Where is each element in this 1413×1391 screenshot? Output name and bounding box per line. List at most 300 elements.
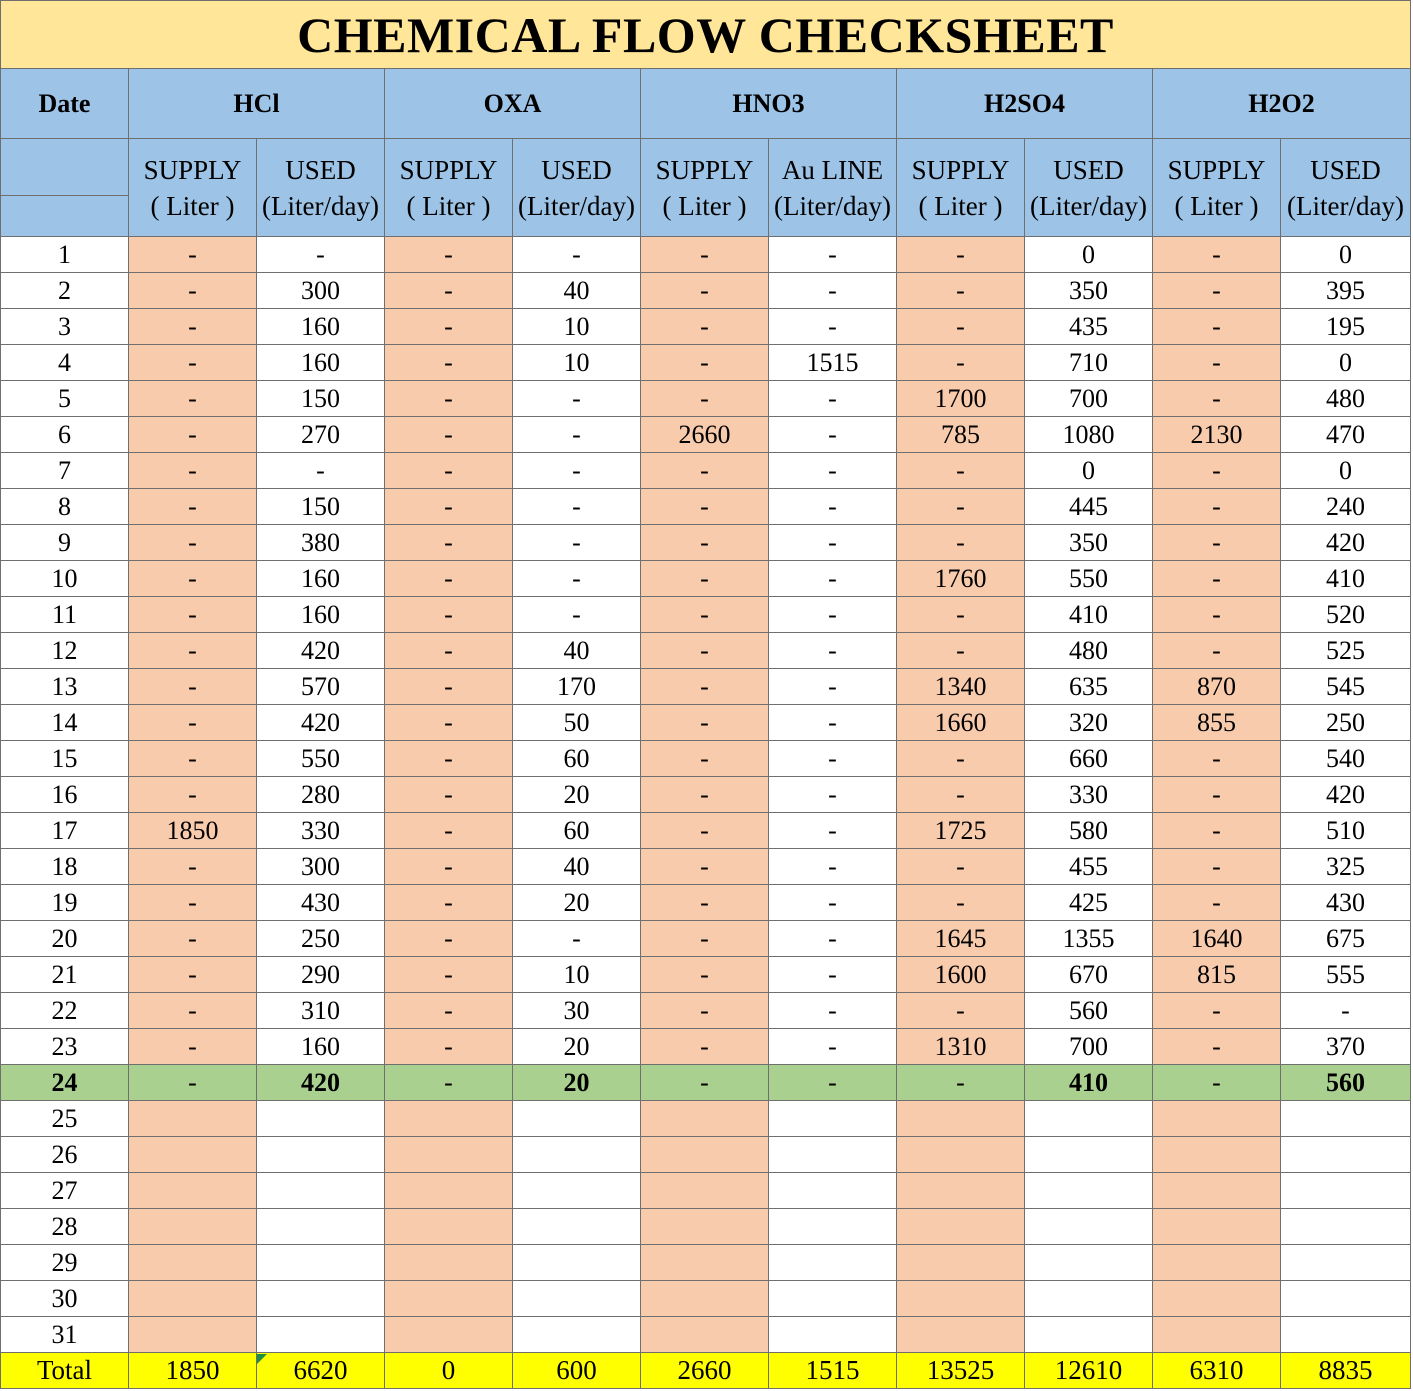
used-cell[interactable]: 410 bbox=[1281, 561, 1411, 597]
subheader-cell[interactable] bbox=[385, 139, 513, 237]
used-cell[interactable]: 150 bbox=[257, 381, 385, 417]
supply-cell[interactable]: - bbox=[385, 381, 513, 417]
supply-cell[interactable]: - bbox=[641, 705, 769, 741]
supply-cell[interactable]: - bbox=[129, 921, 257, 957]
used-cell[interactable]: - bbox=[513, 237, 641, 273]
supply-cell[interactable]: 1660 bbox=[897, 705, 1025, 741]
supply-cell[interactable]: - bbox=[129, 633, 257, 669]
supply-cell[interactable] bbox=[897, 1137, 1025, 1173]
used-cell[interactable]: - bbox=[769, 237, 897, 273]
used-cell[interactable]: 430 bbox=[257, 885, 385, 921]
supply-cell[interactable]: - bbox=[129, 741, 257, 777]
used-cell[interactable]: 330 bbox=[1025, 777, 1153, 813]
supply-cell[interactable]: 1340 bbox=[897, 669, 1025, 705]
supply-cell[interactable]: - bbox=[1153, 489, 1281, 525]
supply-cell[interactable]: - bbox=[641, 453, 769, 489]
supply-cell[interactable]: - bbox=[129, 381, 257, 417]
used-cell[interactable]: 525 bbox=[1281, 633, 1411, 669]
supply-cell[interactable]: 1760 bbox=[897, 561, 1025, 597]
used-cell[interactable]: 0 bbox=[1281, 453, 1411, 489]
used-cell[interactable]: 445 bbox=[1025, 489, 1153, 525]
total-cell[interactable]: 6310 bbox=[1153, 1353, 1281, 1389]
supply-cell[interactable] bbox=[385, 1137, 513, 1173]
supply-cell[interactable]: - bbox=[129, 669, 257, 705]
supply-cell[interactable] bbox=[641, 1209, 769, 1245]
used-cell[interactable]: 420 bbox=[257, 633, 385, 669]
supply-cell[interactable]: - bbox=[641, 1029, 769, 1065]
supply-cell[interactable]: - bbox=[385, 633, 513, 669]
supply-cell[interactable]: - bbox=[385, 885, 513, 921]
used-cell[interactable]: 320 bbox=[1025, 705, 1153, 741]
supply-cell[interactable]: - bbox=[1153, 597, 1281, 633]
supply-cell[interactable]: - bbox=[129, 597, 257, 633]
used-cell[interactable] bbox=[769, 1137, 897, 1173]
used-cell[interactable] bbox=[769, 1281, 897, 1317]
supply-cell[interactable] bbox=[385, 1281, 513, 1317]
used-cell[interactable]: 520 bbox=[1281, 597, 1411, 633]
supply-cell[interactable] bbox=[1153, 1209, 1281, 1245]
supply-cell[interactable]: - bbox=[1153, 381, 1281, 417]
supply-cell[interactable] bbox=[1153, 1137, 1281, 1173]
supply-cell[interactable]: - bbox=[385, 237, 513, 273]
supply-cell[interactable]: - bbox=[1153, 273, 1281, 309]
supply-cell[interactable] bbox=[129, 1137, 257, 1173]
used-cell[interactable]: 150 bbox=[257, 489, 385, 525]
used-cell[interactable] bbox=[1281, 1281, 1411, 1317]
used-cell[interactable]: 420 bbox=[1281, 525, 1411, 561]
used-cell[interactable]: 570 bbox=[257, 669, 385, 705]
supply-cell[interactable]: - bbox=[641, 849, 769, 885]
used-cell[interactable]: 40 bbox=[513, 633, 641, 669]
used-cell[interactable]: 10 bbox=[513, 309, 641, 345]
date-cell[interactable]: 6 bbox=[1, 417, 129, 453]
supply-cell[interactable]: 1700 bbox=[897, 381, 1025, 417]
used-cell[interactable]: 0 bbox=[1025, 453, 1153, 489]
supply-cell[interactable]: 1600 bbox=[897, 957, 1025, 993]
supply-cell[interactable]: - bbox=[385, 921, 513, 957]
supply-cell[interactable]: - bbox=[129, 849, 257, 885]
used-cell[interactable]: 410 bbox=[1025, 1065, 1153, 1101]
supply-cell[interactable]: - bbox=[1153, 993, 1281, 1029]
subheader-cell[interactable] bbox=[1153, 139, 1281, 237]
total-cell[interactable]: 8835 bbox=[1281, 1353, 1411, 1389]
date-cell[interactable]: 9 bbox=[1, 525, 129, 561]
used-cell[interactable]: - bbox=[1281, 993, 1411, 1029]
used-cell[interactable]: - bbox=[769, 849, 897, 885]
supply-cell[interactable]: 2130 bbox=[1153, 417, 1281, 453]
supply-cell[interactable]: - bbox=[641, 885, 769, 921]
used-cell[interactable]: 560 bbox=[1281, 1065, 1411, 1101]
used-cell[interactable] bbox=[257, 1137, 385, 1173]
total-cell[interactable]: 12610 bbox=[1025, 1353, 1153, 1389]
used-cell[interactable]: - bbox=[769, 885, 897, 921]
used-cell[interactable]: - bbox=[513, 561, 641, 597]
date-cell[interactable]: 21 bbox=[1, 957, 129, 993]
used-cell[interactable]: 330 bbox=[257, 813, 385, 849]
supply-cell[interactable]: 855 bbox=[1153, 705, 1281, 741]
supply-cell[interactable]: - bbox=[1153, 1065, 1281, 1101]
used-cell[interactable]: 240 bbox=[1281, 489, 1411, 525]
supply-cell[interactable]: - bbox=[385, 705, 513, 741]
supply-cell[interactable] bbox=[129, 1245, 257, 1281]
used-cell[interactable] bbox=[257, 1317, 385, 1353]
supply-cell[interactable]: - bbox=[385, 957, 513, 993]
used-cell[interactable] bbox=[257, 1173, 385, 1209]
supply-cell[interactable]: - bbox=[641, 921, 769, 957]
supply-cell[interactable]: - bbox=[129, 309, 257, 345]
supply-cell[interactable]: 785 bbox=[897, 417, 1025, 453]
used-cell[interactable]: 20 bbox=[513, 1065, 641, 1101]
used-cell[interactable]: 420 bbox=[257, 705, 385, 741]
used-cell[interactable]: 710 bbox=[1025, 345, 1153, 381]
used-cell[interactable]: 350 bbox=[1025, 273, 1153, 309]
used-cell[interactable] bbox=[513, 1317, 641, 1353]
used-cell[interactable]: 635 bbox=[1025, 669, 1153, 705]
total-cell[interactable]: 0 bbox=[385, 1353, 513, 1389]
used-cell[interactable]: 660 bbox=[1025, 741, 1153, 777]
date-cell[interactable]: 13 bbox=[1, 669, 129, 705]
supply-cell[interactable] bbox=[641, 1137, 769, 1173]
supply-cell[interactable]: - bbox=[897, 309, 1025, 345]
supply-cell[interactable]: - bbox=[897, 345, 1025, 381]
supply-cell[interactable]: - bbox=[385, 1029, 513, 1065]
used-cell[interactable]: 160 bbox=[257, 597, 385, 633]
used-cell[interactable]: 160 bbox=[257, 345, 385, 381]
supply-cell[interactable]: - bbox=[129, 453, 257, 489]
used-cell[interactable]: 250 bbox=[1281, 705, 1411, 741]
supply-cell[interactable]: - bbox=[897, 525, 1025, 561]
used-cell[interactable]: - bbox=[769, 957, 897, 993]
used-cell[interactable]: - bbox=[769, 921, 897, 957]
supply-cell[interactable] bbox=[641, 1245, 769, 1281]
supply-cell[interactable]: 870 bbox=[1153, 669, 1281, 705]
used-cell[interactable]: 10 bbox=[513, 345, 641, 381]
date-cell[interactable]: 24 bbox=[1, 1065, 129, 1101]
used-cell[interactable]: 60 bbox=[513, 741, 641, 777]
supply-cell[interactable] bbox=[897, 1209, 1025, 1245]
used-cell[interactable] bbox=[769, 1101, 897, 1137]
supply-cell[interactable]: - bbox=[129, 489, 257, 525]
supply-cell[interactable]: - bbox=[641, 669, 769, 705]
subheader-cell[interactable] bbox=[129, 139, 257, 237]
used-cell[interactable]: 10 bbox=[513, 957, 641, 993]
used-cell[interactable]: 0 bbox=[1281, 237, 1411, 273]
date-cell[interactable]: 31 bbox=[1, 1317, 129, 1353]
used-cell[interactable] bbox=[1025, 1317, 1153, 1353]
used-cell[interactable]: - bbox=[769, 813, 897, 849]
used-cell[interactable]: - bbox=[513, 417, 641, 453]
used-cell[interactable]: 195 bbox=[1281, 309, 1411, 345]
supply-cell[interactable]: - bbox=[641, 381, 769, 417]
supply-cell[interactable]: - bbox=[129, 273, 257, 309]
used-cell[interactable]: - bbox=[769, 489, 897, 525]
subheader-cell[interactable] bbox=[1281, 139, 1411, 237]
supply-cell[interactable] bbox=[129, 1281, 257, 1317]
used-cell[interactable] bbox=[513, 1137, 641, 1173]
supply-cell[interactable]: - bbox=[385, 813, 513, 849]
supply-cell[interactable]: - bbox=[385, 849, 513, 885]
used-cell[interactable]: 0 bbox=[1281, 345, 1411, 381]
supply-cell[interactable]: - bbox=[897, 597, 1025, 633]
date-cell[interactable]: 18 bbox=[1, 849, 129, 885]
used-cell[interactable]: 160 bbox=[257, 309, 385, 345]
used-cell[interactable] bbox=[769, 1245, 897, 1281]
supply-cell[interactable]: 2660 bbox=[641, 417, 769, 453]
date-cell[interactable]: 20 bbox=[1, 921, 129, 957]
supply-cell[interactable]: - bbox=[129, 957, 257, 993]
supply-cell[interactable]: - bbox=[129, 561, 257, 597]
used-cell[interactable] bbox=[257, 1281, 385, 1317]
used-cell[interactable]: 250 bbox=[257, 921, 385, 957]
supply-cell[interactable] bbox=[385, 1245, 513, 1281]
supply-cell[interactable]: - bbox=[385, 777, 513, 813]
subheader-cell[interactable] bbox=[513, 139, 641, 237]
used-cell[interactable]: 160 bbox=[257, 561, 385, 597]
date-cell[interactable]: 25 bbox=[1, 1101, 129, 1137]
supply-cell[interactable]: - bbox=[897, 993, 1025, 1029]
used-cell[interactable]: 300 bbox=[257, 849, 385, 885]
used-cell[interactable] bbox=[1281, 1317, 1411, 1353]
chemical-header-oxa[interactable]: OXA bbox=[385, 69, 641, 139]
supply-cell[interactable]: 1645 bbox=[897, 921, 1025, 957]
used-cell[interactable]: - bbox=[257, 453, 385, 489]
total-cell[interactable]: 2660 bbox=[641, 1353, 769, 1389]
used-cell[interactable]: 545 bbox=[1281, 669, 1411, 705]
used-cell[interactable]: - bbox=[769, 453, 897, 489]
used-cell[interactable]: 670 bbox=[1025, 957, 1153, 993]
used-cell[interactable]: 550 bbox=[1025, 561, 1153, 597]
chemical-header-h2so4[interactable]: H2SO4 bbox=[897, 69, 1153, 139]
chemical-header-h2o2[interactable]: H2O2 bbox=[1153, 69, 1411, 139]
used-cell[interactable]: - bbox=[769, 273, 897, 309]
supply-cell[interactable] bbox=[1153, 1317, 1281, 1353]
used-cell[interactable]: 20 bbox=[513, 777, 641, 813]
supply-cell[interactable]: - bbox=[129, 345, 257, 381]
supply-cell[interactable]: - bbox=[129, 417, 257, 453]
supply-cell[interactable]: - bbox=[1153, 885, 1281, 921]
date-header[interactable]: Date bbox=[1, 69, 129, 139]
supply-cell[interactable] bbox=[1153, 1101, 1281, 1137]
used-cell[interactable] bbox=[257, 1101, 385, 1137]
date-cell[interactable]: 12 bbox=[1, 633, 129, 669]
used-cell[interactable]: - bbox=[513, 453, 641, 489]
subheader-cell[interactable] bbox=[1025, 139, 1153, 237]
used-cell[interactable]: 30 bbox=[513, 993, 641, 1029]
used-cell[interactable]: 480 bbox=[1281, 381, 1411, 417]
date-cell[interactable]: 23 bbox=[1, 1029, 129, 1065]
subheader-cell[interactable] bbox=[257, 139, 385, 237]
supply-cell[interactable] bbox=[897, 1245, 1025, 1281]
used-cell[interactable]: 435 bbox=[1025, 309, 1153, 345]
supply-cell[interactable] bbox=[897, 1173, 1025, 1209]
supply-cell[interactable]: - bbox=[129, 1029, 257, 1065]
supply-cell[interactable] bbox=[385, 1173, 513, 1209]
supply-cell[interactable]: - bbox=[385, 309, 513, 345]
date-cell[interactable]: 28 bbox=[1, 1209, 129, 1245]
subheader-cell[interactable] bbox=[897, 139, 1025, 237]
supply-cell[interactable]: - bbox=[897, 273, 1025, 309]
supply-cell[interactable]: - bbox=[641, 561, 769, 597]
used-cell[interactable]: 310 bbox=[257, 993, 385, 1029]
total-cell[interactable]: 1850 bbox=[129, 1353, 257, 1389]
used-cell[interactable]: - bbox=[769, 669, 897, 705]
used-cell[interactable] bbox=[513, 1101, 641, 1137]
used-cell[interactable]: - bbox=[769, 633, 897, 669]
used-cell[interactable] bbox=[1025, 1209, 1153, 1245]
used-cell[interactable]: 560 bbox=[1025, 993, 1153, 1029]
total-cell[interactable]: 6620 bbox=[257, 1353, 385, 1389]
supply-cell[interactable]: - bbox=[385, 525, 513, 561]
supply-cell[interactable]: - bbox=[1153, 453, 1281, 489]
supply-cell[interactable]: - bbox=[641, 741, 769, 777]
supply-cell[interactable]: - bbox=[129, 885, 257, 921]
supply-cell[interactable]: - bbox=[897, 237, 1025, 273]
supply-cell[interactable]: - bbox=[897, 1065, 1025, 1101]
used-cell[interactable]: 480 bbox=[1025, 633, 1153, 669]
used-cell[interactable]: - bbox=[769, 597, 897, 633]
date-cell[interactable]: 27 bbox=[1, 1173, 129, 1209]
date-cell[interactable]: 1 bbox=[1, 237, 129, 273]
used-cell[interactable]: - bbox=[513, 921, 641, 957]
date-cell[interactable]: 11 bbox=[1, 597, 129, 633]
supply-cell[interactable]: - bbox=[641, 273, 769, 309]
date-cell[interactable]: 2 bbox=[1, 273, 129, 309]
supply-cell[interactable]: - bbox=[129, 705, 257, 741]
total-cell[interactable]: 600 bbox=[513, 1353, 641, 1389]
supply-cell[interactable]: - bbox=[1153, 525, 1281, 561]
supply-cell[interactable]: - bbox=[1153, 849, 1281, 885]
used-cell[interactable]: 50 bbox=[513, 705, 641, 741]
supply-cell[interactable]: - bbox=[1153, 813, 1281, 849]
used-cell[interactable]: - bbox=[769, 993, 897, 1029]
used-cell[interactable]: 430 bbox=[1281, 885, 1411, 921]
used-cell[interactable]: - bbox=[769, 561, 897, 597]
chemical-header-hcl[interactable]: HCl bbox=[129, 69, 385, 139]
used-cell[interactable]: 0 bbox=[1025, 237, 1153, 273]
date-subheader-blank-2[interactable] bbox=[1, 196, 129, 237]
used-cell[interactable] bbox=[1281, 1101, 1411, 1137]
used-cell[interactable]: 270 bbox=[257, 417, 385, 453]
used-cell[interactable]: 290 bbox=[257, 957, 385, 993]
used-cell[interactable]: 350 bbox=[1025, 525, 1153, 561]
supply-cell[interactable]: - bbox=[641, 309, 769, 345]
supply-cell[interactable]: - bbox=[385, 597, 513, 633]
supply-cell[interactable]: 1850 bbox=[129, 813, 257, 849]
used-cell[interactable]: - bbox=[769, 741, 897, 777]
supply-cell[interactable]: - bbox=[1153, 345, 1281, 381]
supply-cell[interactable]: - bbox=[129, 525, 257, 561]
supply-cell[interactable]: - bbox=[641, 813, 769, 849]
supply-cell[interactable]: - bbox=[129, 1065, 257, 1101]
supply-cell[interactable]: - bbox=[641, 597, 769, 633]
supply-cell[interactable] bbox=[129, 1101, 257, 1137]
supply-cell[interactable]: - bbox=[641, 993, 769, 1029]
supply-cell[interactable]: - bbox=[641, 237, 769, 273]
used-cell[interactable]: 20 bbox=[513, 885, 641, 921]
supply-cell[interactable] bbox=[1153, 1245, 1281, 1281]
used-cell[interactable]: 325 bbox=[1281, 849, 1411, 885]
supply-cell[interactable]: - bbox=[1153, 1029, 1281, 1065]
supply-cell[interactable] bbox=[1153, 1281, 1281, 1317]
supply-cell[interactable]: - bbox=[129, 993, 257, 1029]
chemical-header-hno3[interactable]: HNO3 bbox=[641, 69, 897, 139]
supply-cell[interactable]: - bbox=[641, 957, 769, 993]
used-cell[interactable] bbox=[1025, 1281, 1153, 1317]
total-cell[interactable]: 13525 bbox=[897, 1353, 1025, 1389]
used-cell[interactable] bbox=[257, 1209, 385, 1245]
date-cell[interactable]: 26 bbox=[1, 1137, 129, 1173]
used-cell[interactable]: - bbox=[769, 705, 897, 741]
supply-cell[interactable]: - bbox=[897, 849, 1025, 885]
subheader-cell[interactable] bbox=[641, 139, 769, 237]
supply-cell[interactable]: - bbox=[1153, 309, 1281, 345]
date-cell[interactable]: 30 bbox=[1, 1281, 129, 1317]
date-cell[interactable]: 29 bbox=[1, 1245, 129, 1281]
supply-cell[interactable] bbox=[129, 1209, 257, 1245]
used-cell[interactable] bbox=[513, 1281, 641, 1317]
supply-cell[interactable]: - bbox=[897, 453, 1025, 489]
used-cell[interactable]: 555 bbox=[1281, 957, 1411, 993]
subheader-cell[interactable] bbox=[769, 139, 897, 237]
supply-cell[interactable]: - bbox=[641, 777, 769, 813]
supply-cell[interactable]: - bbox=[1153, 633, 1281, 669]
supply-cell[interactable]: - bbox=[641, 345, 769, 381]
supply-cell[interactable] bbox=[385, 1209, 513, 1245]
supply-cell[interactable] bbox=[385, 1317, 513, 1353]
supply-cell[interactable] bbox=[1153, 1173, 1281, 1209]
supply-cell[interactable]: - bbox=[129, 237, 257, 273]
sheet-title[interactable]: CHEMICAL FLOW CHECKSHEET bbox=[1, 1, 1411, 69]
date-cell[interactable]: 7 bbox=[1, 453, 129, 489]
used-cell[interactable]: - bbox=[769, 777, 897, 813]
used-cell[interactable]: 395 bbox=[1281, 273, 1411, 309]
total-label[interactable]: Total bbox=[1, 1353, 129, 1389]
supply-cell[interactable]: - bbox=[897, 777, 1025, 813]
used-cell[interactable]: 675 bbox=[1281, 921, 1411, 957]
supply-cell[interactable]: - bbox=[385, 489, 513, 525]
used-cell[interactable]: - bbox=[769, 1065, 897, 1101]
supply-cell[interactable] bbox=[641, 1101, 769, 1137]
used-cell[interactable] bbox=[1281, 1209, 1411, 1245]
used-cell[interactable]: 370 bbox=[1281, 1029, 1411, 1065]
date-cell[interactable]: 15 bbox=[1, 741, 129, 777]
used-cell[interactable]: - bbox=[769, 525, 897, 561]
used-cell[interactable] bbox=[1025, 1245, 1153, 1281]
used-cell[interactable]: - bbox=[769, 417, 897, 453]
supply-cell[interactable] bbox=[641, 1281, 769, 1317]
used-cell[interactable]: - bbox=[769, 1029, 897, 1065]
date-cell[interactable]: 19 bbox=[1, 885, 129, 921]
used-cell[interactable] bbox=[1025, 1137, 1153, 1173]
supply-cell[interactable]: - bbox=[385, 417, 513, 453]
used-cell[interactable]: 280 bbox=[257, 777, 385, 813]
supply-cell[interactable] bbox=[897, 1101, 1025, 1137]
supply-cell[interactable] bbox=[641, 1317, 769, 1353]
used-cell[interactable]: - bbox=[257, 237, 385, 273]
supply-cell[interactable]: 1725 bbox=[897, 813, 1025, 849]
used-cell[interactable]: 470 bbox=[1281, 417, 1411, 453]
used-cell[interactable]: - bbox=[513, 381, 641, 417]
used-cell[interactable]: 40 bbox=[513, 849, 641, 885]
used-cell[interactable]: 20 bbox=[513, 1029, 641, 1065]
used-cell[interactable]: 540 bbox=[1281, 741, 1411, 777]
used-cell[interactable]: 580 bbox=[1025, 813, 1153, 849]
supply-cell[interactable] bbox=[385, 1101, 513, 1137]
used-cell[interactable]: - bbox=[769, 309, 897, 345]
supply-cell[interactable]: - bbox=[385, 561, 513, 597]
date-cell[interactable]: 14 bbox=[1, 705, 129, 741]
used-cell[interactable] bbox=[1025, 1101, 1153, 1137]
